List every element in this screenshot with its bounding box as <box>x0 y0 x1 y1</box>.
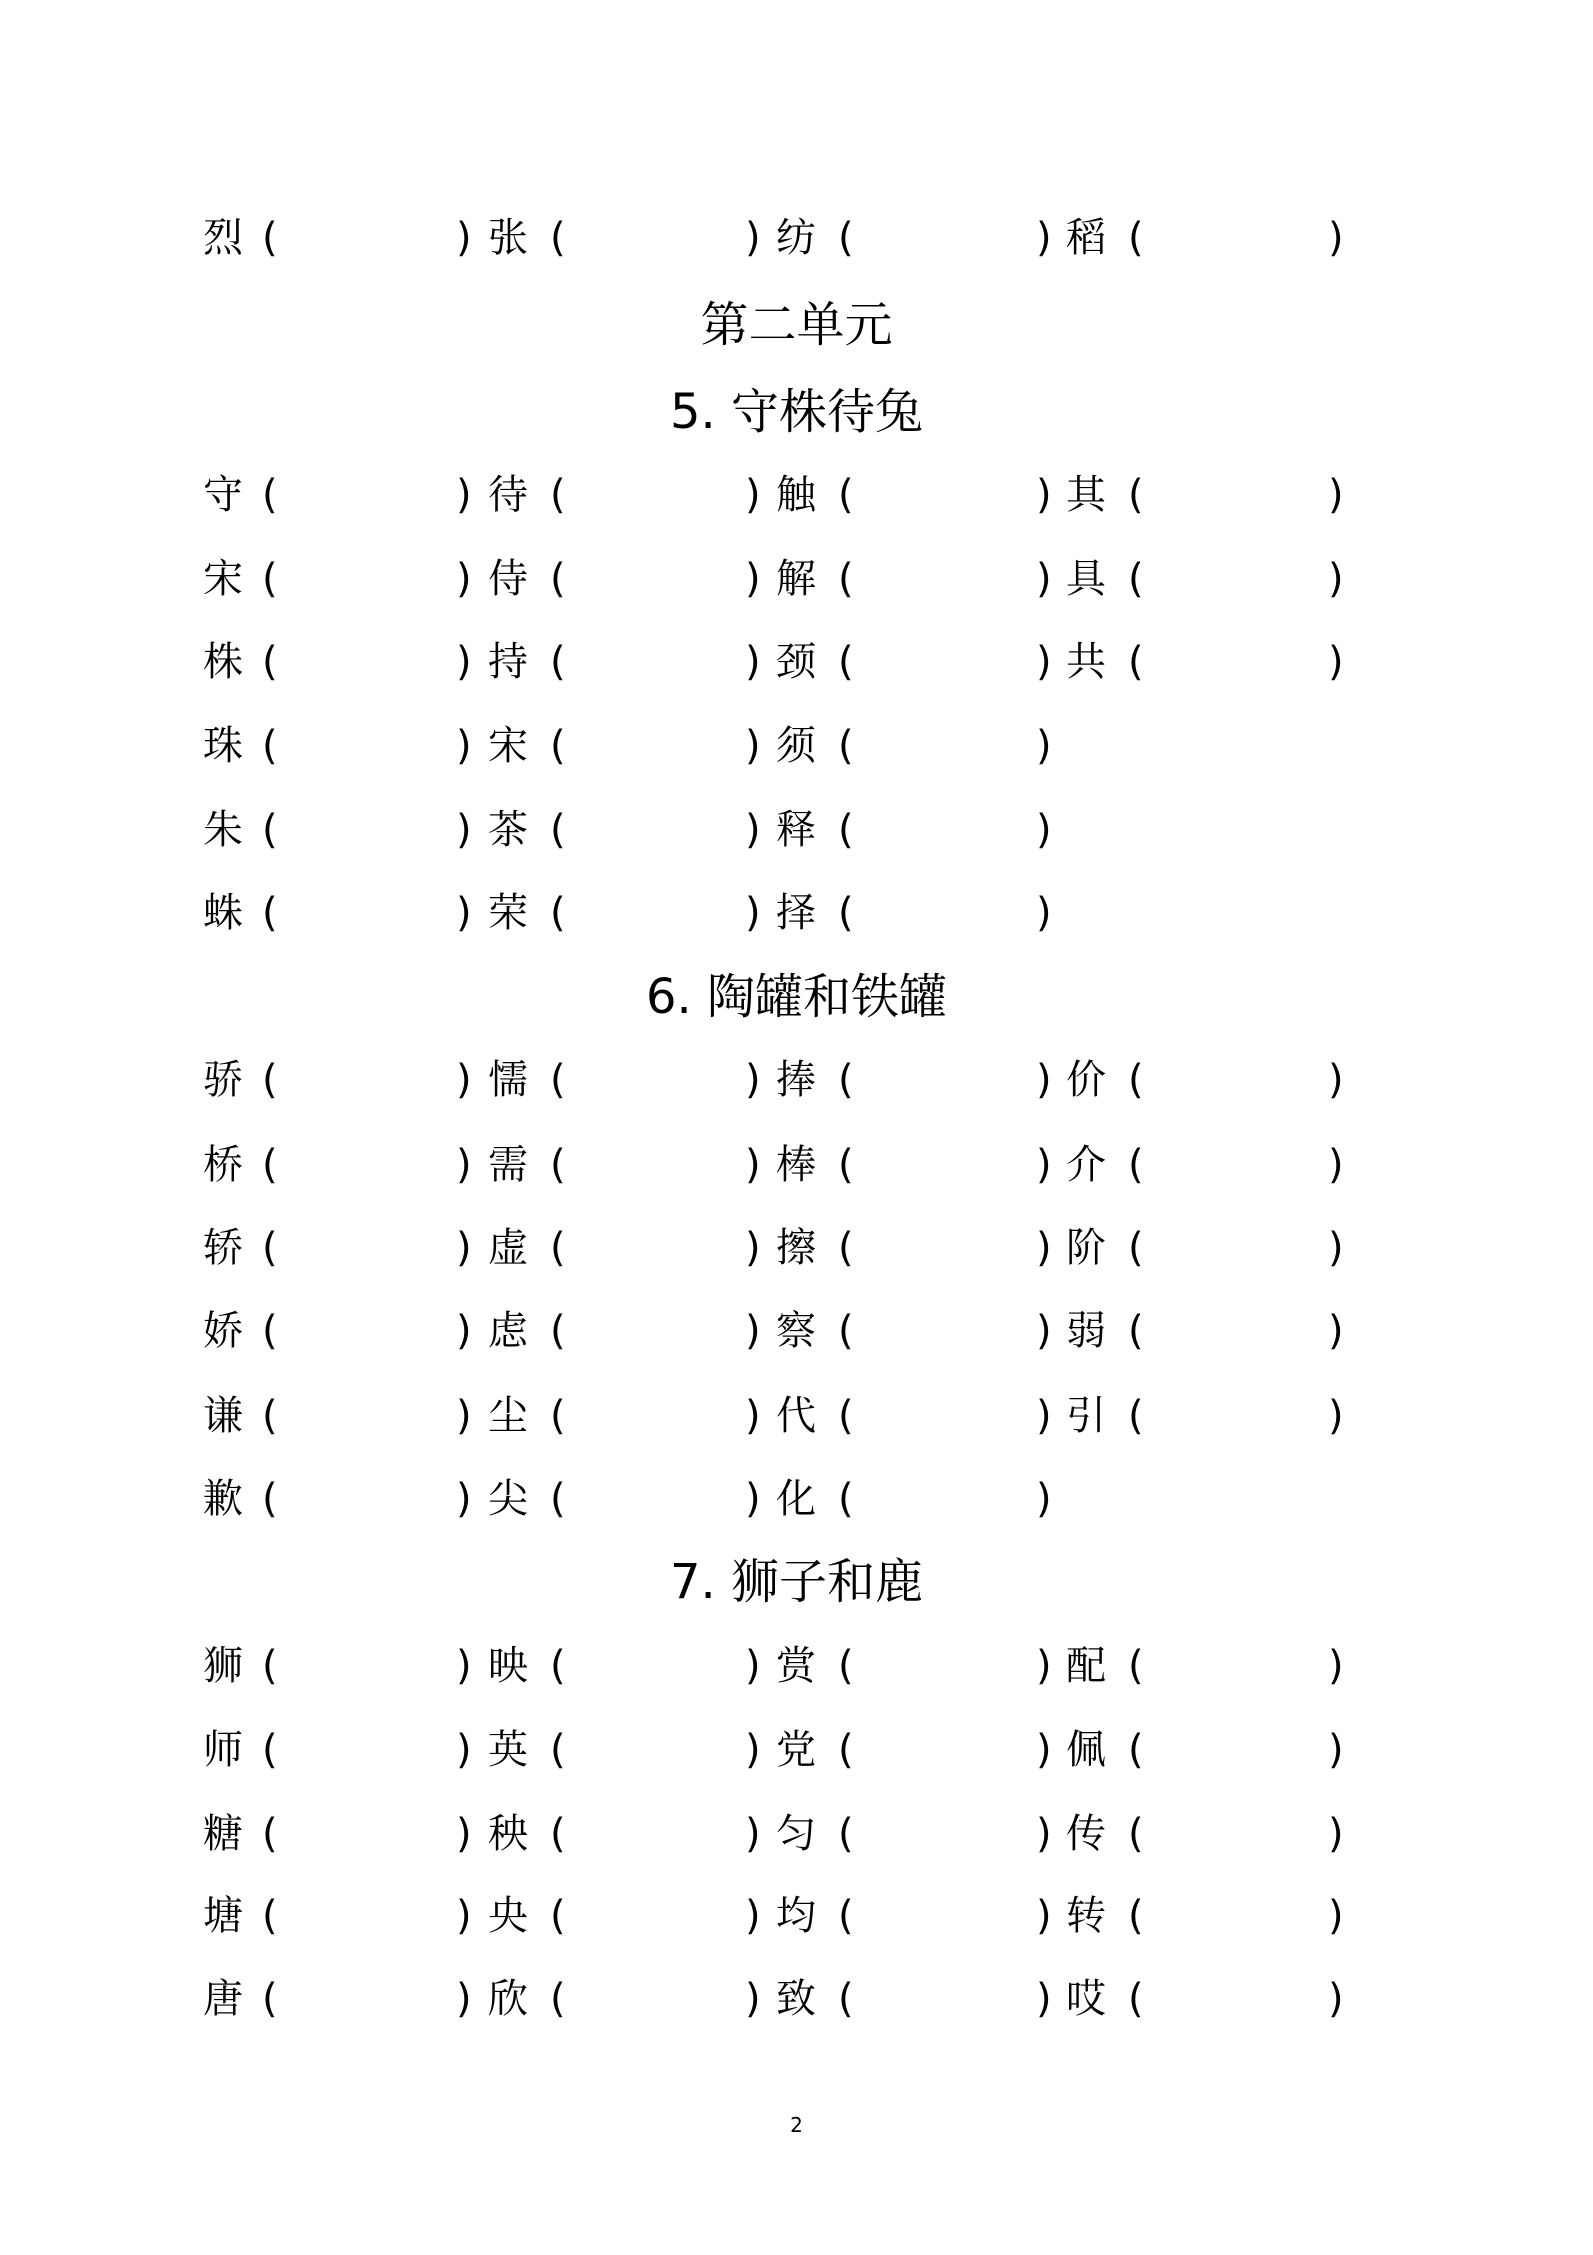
close-paren: ) <box>1036 1393 1052 1439</box>
section-heading: 第二单元 <box>700 297 893 353</box>
close-paren: ) <box>456 1976 472 2022</box>
character-prompt: 虑 <box>488 1308 528 1354</box>
close-paren: ) <box>745 1225 761 1271</box>
character-prompt: 择 <box>776 890 816 936</box>
character-prompt: 珠 <box>203 723 243 769</box>
close-paren: ) <box>745 556 761 602</box>
open-paren: ( <box>838 1643 854 1689</box>
character-prompt: 党 <box>776 1727 816 1773</box>
open-paren: ( <box>550 556 566 602</box>
close-paren: ) <box>745 215 761 261</box>
character-prompt: 化 <box>776 1476 816 1522</box>
character-prompt: 价 <box>1066 1057 1106 1103</box>
close-paren: ) <box>456 1893 472 1939</box>
close-paren: ) <box>456 1643 472 1689</box>
character-prompt: 朱 <box>203 807 243 853</box>
character-row <box>0 1636 1593 1696</box>
open-paren: ( <box>1128 556 1144 602</box>
open-paren: ( <box>1128 1393 1144 1439</box>
open-paren: ( <box>550 639 566 685</box>
character-prompt: 桥 <box>203 1142 243 1188</box>
open-paren: ( <box>838 1057 854 1103</box>
open-paren: ( <box>838 1225 854 1271</box>
close-paren: ) <box>1328 1225 1344 1271</box>
close-paren: ) <box>456 1308 472 1354</box>
close-paren: ) <box>1328 1393 1344 1439</box>
close-paren: ) <box>456 472 472 518</box>
character-prompt: 需 <box>488 1142 528 1188</box>
character-prompt: 触 <box>776 472 816 518</box>
open-paren: ( <box>1128 1142 1144 1188</box>
character-prompt: 颈 <box>776 639 816 685</box>
close-paren: ) <box>1328 1811 1344 1857</box>
open-paren: ( <box>262 1976 278 2022</box>
open-paren: ( <box>1128 1308 1144 1354</box>
open-paren: ( <box>550 1727 566 1773</box>
open-paren: ( <box>262 1727 278 1773</box>
close-paren: ) <box>456 1811 472 1857</box>
character-prompt: 张 <box>488 215 528 261</box>
close-paren: ) <box>1036 1727 1052 1773</box>
open-paren: ( <box>262 1393 278 1439</box>
character-prompt: 秧 <box>488 1811 528 1857</box>
character-prompt: 轿 <box>203 1225 243 1271</box>
character-prompt: 稻 <box>1066 215 1106 261</box>
character-prompt: 赏 <box>776 1643 816 1689</box>
character-prompt: 配 <box>1066 1643 1106 1689</box>
open-paren: ( <box>262 472 278 518</box>
open-paren: ( <box>838 890 854 936</box>
open-paren: ( <box>550 215 566 261</box>
close-paren: ) <box>1328 1643 1344 1689</box>
open-paren: ( <box>550 1811 566 1857</box>
close-paren: ) <box>1328 556 1344 602</box>
open-paren: ( <box>550 1308 566 1354</box>
character-prompt: 解 <box>776 556 816 602</box>
character-prompt: 英 <box>488 1727 528 1773</box>
character-row <box>0 1720 1593 1780</box>
close-paren: ) <box>456 1142 472 1188</box>
character-prompt: 佩 <box>1066 1727 1106 1773</box>
character-row <box>0 1386 1593 1446</box>
character-prompt: 欣 <box>488 1976 528 2022</box>
close-paren: ) <box>1328 1142 1344 1188</box>
open-paren: ( <box>838 1976 854 2022</box>
character-prompt: 擦 <box>776 1225 816 1271</box>
character-prompt: 虚 <box>488 1225 528 1271</box>
open-paren: ( <box>1128 1057 1144 1103</box>
character-prompt: 映 <box>488 1643 528 1689</box>
open-paren: ( <box>1128 1811 1144 1857</box>
close-paren: ) <box>456 1225 472 1271</box>
character-row <box>0 1050 1593 1110</box>
close-paren: ) <box>1036 1142 1052 1188</box>
close-paren: ) <box>1328 472 1344 518</box>
close-paren: ) <box>1036 1308 1052 1354</box>
character-prompt: 荣 <box>488 890 528 936</box>
close-paren: ) <box>456 723 472 769</box>
close-paren: ) <box>1036 1476 1052 1522</box>
open-paren: ( <box>838 1893 854 1939</box>
close-paren: ) <box>1036 807 1052 853</box>
character-prompt: 尘 <box>488 1393 528 1439</box>
open-paren: ( <box>262 1811 278 1857</box>
character-row <box>0 1886 1593 1946</box>
close-paren: ) <box>456 215 472 261</box>
close-paren: ) <box>456 1057 472 1103</box>
open-paren: ( <box>550 1976 566 2022</box>
character-row <box>0 883 1593 943</box>
open-paren: ( <box>262 890 278 936</box>
character-prompt: 娇 <box>203 1308 243 1354</box>
open-paren: ( <box>550 1225 566 1271</box>
character-prompt: 懦 <box>488 1057 528 1103</box>
close-paren: ) <box>1036 1057 1052 1103</box>
close-paren: ) <box>1036 890 1052 936</box>
character-prompt: 骄 <box>203 1057 243 1103</box>
open-paren: ( <box>1128 1976 1144 2022</box>
close-paren: ) <box>745 1643 761 1689</box>
open-paren: ( <box>550 1893 566 1939</box>
character-prompt: 阶 <box>1066 1225 1106 1271</box>
open-paren: ( <box>838 723 854 769</box>
character-row <box>0 1135 1593 1195</box>
character-prompt: 糖 <box>203 1811 243 1857</box>
character-prompt: 株 <box>203 639 243 685</box>
character-row <box>0 1804 1593 1864</box>
close-paren: ) <box>1036 723 1052 769</box>
close-paren: ) <box>1036 1893 1052 1939</box>
close-paren: ) <box>1328 1976 1344 2022</box>
close-paren: ) <box>1036 639 1052 685</box>
character-prompt: 守 <box>203 472 243 518</box>
close-paren: ) <box>1036 215 1052 261</box>
close-paren: ) <box>745 1727 761 1773</box>
open-paren: ( <box>262 723 278 769</box>
open-paren: ( <box>550 1393 566 1439</box>
close-paren: ) <box>1328 639 1344 685</box>
open-paren: ( <box>1128 1225 1144 1271</box>
open-paren: ( <box>838 1308 854 1354</box>
open-paren: ( <box>262 1225 278 1271</box>
character-row <box>0 1218 1593 1278</box>
character-prompt: 狮 <box>203 1643 243 1689</box>
character-prompt: 引 <box>1066 1393 1106 1439</box>
close-paren: ) <box>745 1308 761 1354</box>
character-prompt: 察 <box>776 1308 816 1354</box>
section-heading: 6. 陶罐和铁罐 <box>645 969 948 1025</box>
open-paren: ( <box>838 472 854 518</box>
open-paren: ( <box>262 1643 278 1689</box>
open-paren: ( <box>1128 639 1144 685</box>
character-prompt: 其 <box>1066 472 1106 518</box>
close-paren: ) <box>1328 1308 1344 1354</box>
open-paren: ( <box>550 723 566 769</box>
close-paren: ) <box>745 472 761 518</box>
open-paren: ( <box>550 472 566 518</box>
close-paren: ) <box>1328 1057 1344 1103</box>
character-prompt: 宋 <box>203 556 243 602</box>
character-prompt: 待 <box>488 472 528 518</box>
close-paren: ) <box>745 1142 761 1188</box>
open-paren: ( <box>262 807 278 853</box>
close-paren: ) <box>1036 556 1052 602</box>
close-paren: ) <box>745 1476 761 1522</box>
open-paren: ( <box>550 1057 566 1103</box>
character-row <box>0 465 1593 525</box>
character-prompt: 捧 <box>776 1057 816 1103</box>
open-paren: ( <box>838 556 854 602</box>
open-paren: ( <box>1128 1643 1144 1689</box>
character-row <box>0 1969 1593 2029</box>
close-paren: ) <box>745 1393 761 1439</box>
close-paren: ) <box>456 1393 472 1439</box>
open-paren: ( <box>262 1308 278 1354</box>
open-paren: ( <box>550 1476 566 1522</box>
character-row <box>0 549 1593 609</box>
character-prompt: 歉 <box>203 1476 243 1522</box>
close-paren: ) <box>1036 1811 1052 1857</box>
character-prompt: 释 <box>776 807 816 853</box>
open-paren: ( <box>262 556 278 602</box>
character-prompt: 蛛 <box>203 890 243 936</box>
character-row <box>0 1469 1593 1529</box>
open-paren: ( <box>550 1142 566 1188</box>
close-paren: ) <box>745 1976 761 2022</box>
open-paren: ( <box>838 1811 854 1857</box>
open-paren: ( <box>262 215 278 261</box>
open-paren: ( <box>550 1643 566 1689</box>
open-paren: ( <box>838 1393 854 1439</box>
character-prompt: 棒 <box>776 1142 816 1188</box>
open-paren: ( <box>1128 472 1144 518</box>
close-paren: ) <box>745 890 761 936</box>
close-paren: ) <box>745 1893 761 1939</box>
close-paren: ) <box>1036 1225 1052 1271</box>
open-paren: ( <box>262 1476 278 1522</box>
open-paren: ( <box>838 1476 854 1522</box>
open-paren: ( <box>1128 1893 1144 1939</box>
section-heading: 7. 狮子和鹿 <box>669 1554 924 1610</box>
character-row <box>0 208 1593 268</box>
open-paren: ( <box>1128 1727 1144 1773</box>
character-prompt: 宋 <box>488 723 528 769</box>
character-prompt: 师 <box>203 1727 243 1773</box>
character-prompt: 纺 <box>776 215 816 261</box>
close-paren: ) <box>745 639 761 685</box>
character-row <box>0 1301 1593 1361</box>
character-prompt: 唐 <box>203 1976 243 2022</box>
character-prompt: 尖 <box>488 1476 528 1522</box>
close-paren: ) <box>745 807 761 853</box>
close-paren: ) <box>456 639 472 685</box>
close-paren: ) <box>1036 1976 1052 2022</box>
character-prompt: 须 <box>776 723 816 769</box>
open-paren: ( <box>262 1057 278 1103</box>
character-prompt: 传 <box>1066 1811 1106 1857</box>
open-paren: ( <box>838 639 854 685</box>
character-row <box>0 716 1593 776</box>
character-prompt: 均 <box>776 1893 816 1939</box>
character-prompt: 哎 <box>1066 1976 1106 2022</box>
close-paren: ) <box>456 807 472 853</box>
character-prompt: 央 <box>488 1893 528 1939</box>
open-paren: ( <box>550 807 566 853</box>
page-number: 2 <box>790 2113 803 2137</box>
close-paren: ) <box>456 1476 472 1522</box>
character-prompt: 弱 <box>1066 1308 1106 1354</box>
character-prompt: 具 <box>1066 556 1106 602</box>
open-paren: ( <box>1128 215 1144 261</box>
character-prompt: 茶 <box>488 807 528 853</box>
character-prompt: 塘 <box>203 1893 243 1939</box>
close-paren: ) <box>1328 215 1344 261</box>
character-prompt: 致 <box>776 1976 816 2022</box>
close-paren: ) <box>1328 1727 1344 1773</box>
open-paren: ( <box>550 890 566 936</box>
close-paren: ) <box>1036 472 1052 518</box>
character-prompt: 代 <box>776 1393 816 1439</box>
character-prompt: 共 <box>1066 639 1106 685</box>
close-paren: ) <box>745 723 761 769</box>
close-paren: ) <box>456 1727 472 1773</box>
open-paren: ( <box>838 215 854 261</box>
character-prompt: 持 <box>488 639 528 685</box>
character-prompt: 侍 <box>488 556 528 602</box>
close-paren: ) <box>1036 1643 1052 1689</box>
close-paren: ) <box>1328 1893 1344 1939</box>
close-paren: ) <box>745 1057 761 1103</box>
character-prompt: 谦 <box>203 1393 243 1439</box>
open-paren: ( <box>838 1142 854 1188</box>
character-prompt: 转 <box>1066 1893 1106 1939</box>
close-paren: ) <box>745 1811 761 1857</box>
section-heading: 5. 守株待兔 <box>669 384 924 440</box>
open-paren: ( <box>838 1727 854 1773</box>
character-prompt: 匀 <box>776 1811 816 1857</box>
character-prompt: 烈 <box>203 215 243 261</box>
open-paren: ( <box>262 1142 278 1188</box>
open-paren: ( <box>838 807 854 853</box>
close-paren: ) <box>456 890 472 936</box>
open-paren: ( <box>262 1893 278 1939</box>
character-row <box>0 800 1593 860</box>
character-prompt: 介 <box>1066 1142 1106 1188</box>
open-paren: ( <box>262 639 278 685</box>
close-paren: ) <box>456 556 472 602</box>
character-row <box>0 632 1593 692</box>
